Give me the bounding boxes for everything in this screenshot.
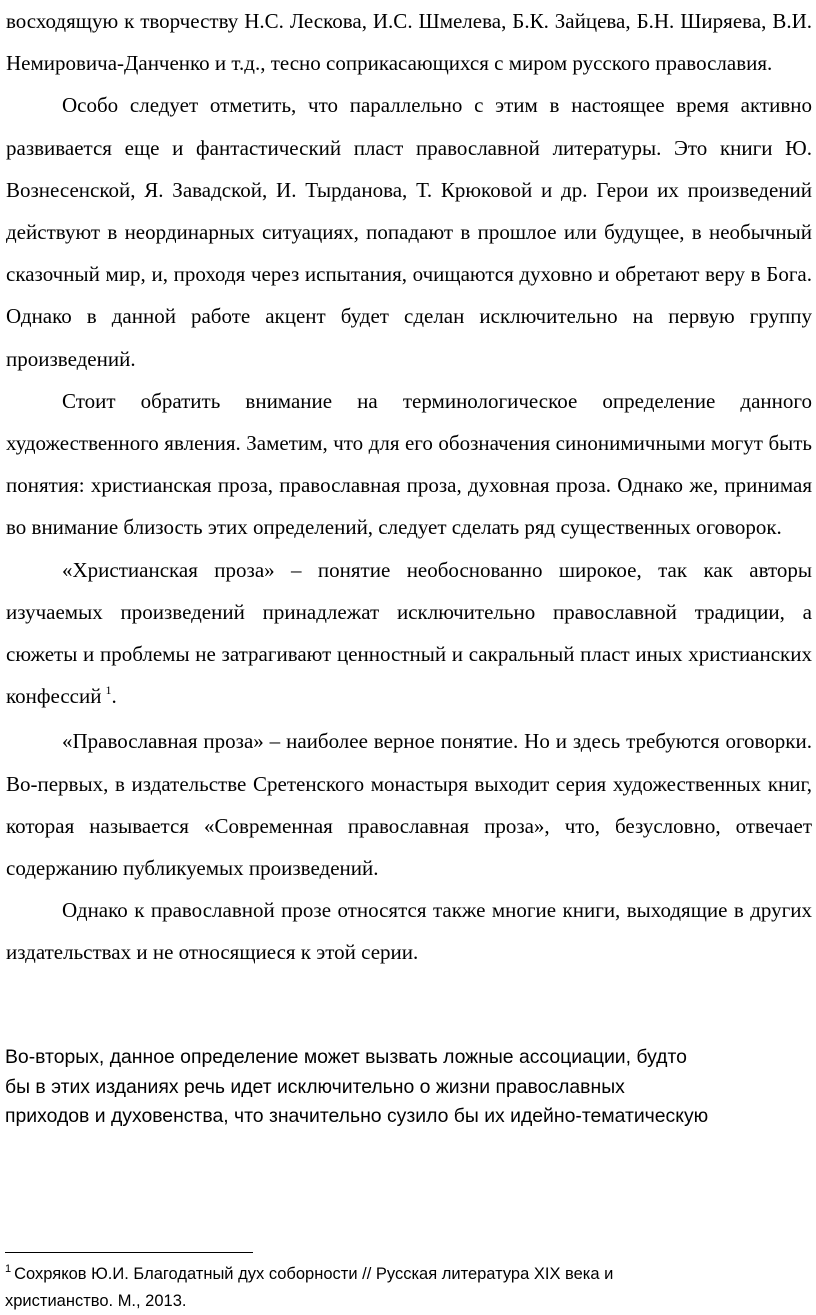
paragraph: восходящую к творчеству Н.С. Лескова, И.С. Шмелева, Б.К. Зайцева, Б.Н. Ширяева, В.И. Немировича-Данченко и т.д., тесно соприкасающихся с миром русского православия.: [6, 9, 812, 76]
paragraph-tail: .: [111, 684, 117, 709]
footnote-reference[interactable]: 1: [105, 683, 112, 698]
footnote-divider: [5, 1252, 253, 1253]
sans-line: бы в этих изданиях речь идет исключительно о жизни православных: [5, 1075, 625, 1098]
paragraph: Однако к православной прозе относятся также многие книги, выходящие в других издательствах и не относящиеся к этой серии.: [6, 898, 812, 965]
footnote: [5, 1262, 805, 1314]
paragraph: Стоит обратить внимание на терминологическое определение данного художественного явления. Заметим, что для его обозначения синонимичными могут быть понятия: христианская проза, православная проза, духовная проза. Однако же, принимая во внимание близость этих определений, следует сделать ряд существенных оговорок.: [6, 388, 812, 540]
footnote-line: христианство. М., 2013.: [5, 1292, 187, 1310]
paragraph: Особо следует отметить, что параллельно с этим в настоящее время активно развивается еще и фантастический пласт православной литературы. Это книги Ю. Вознесенской, Я. Завадской, И. Тырданова, Т. Крюковой и др. Герои их произведений действуют в неординарных ситуациях, попадают в прошлое или будущее, в необычный сказочный мир, и, проходя через испытания, очищаются духовно и обретают веру в Бога. Однако в данной работе акцент будет сделан исключительно на первую группу произведений.: [6, 93, 812, 371]
footnote-text: Сохряков Ю.И. Благодатный дух соборности // Русская литература XIX века и: [14, 1265, 614, 1283]
paragraph-text: «Христианская проза» – понятие необоснованно широкое, так как авторы изучаемых произведений принадлежат исключительно православной традиции, а сюжеты и проблемы не затрагивают ценностный и сакральный пласт иных христианских конфессий: [6, 557, 812, 709]
sans-text-block: [5, 1043, 811, 1132]
footnote-line: [5, 1262, 805, 1289]
sans-line: Во-вторых, данное определение может вызвать ложные ассоциации, будто: [5, 1046, 687, 1068]
main-text: [6, 0, 812, 974]
footnote-mark: 1: [5, 1263, 12, 1275]
paragraph: «Православная проза» – наиболее верное понятие. Но и здесь требуются оговорки. Во-первых, в издательстве Сретенского монастыря выходит серия художественных книг, которая называется «Современная православная проза», что, безусловно, отвечает содержанию публикуемых произведений.: [6, 729, 812, 881]
paragraph: [6, 549, 812, 721]
sans-line: приходов и духовенства, что значительно сузило бы их идейно-тематическую: [5, 1105, 709, 1127]
